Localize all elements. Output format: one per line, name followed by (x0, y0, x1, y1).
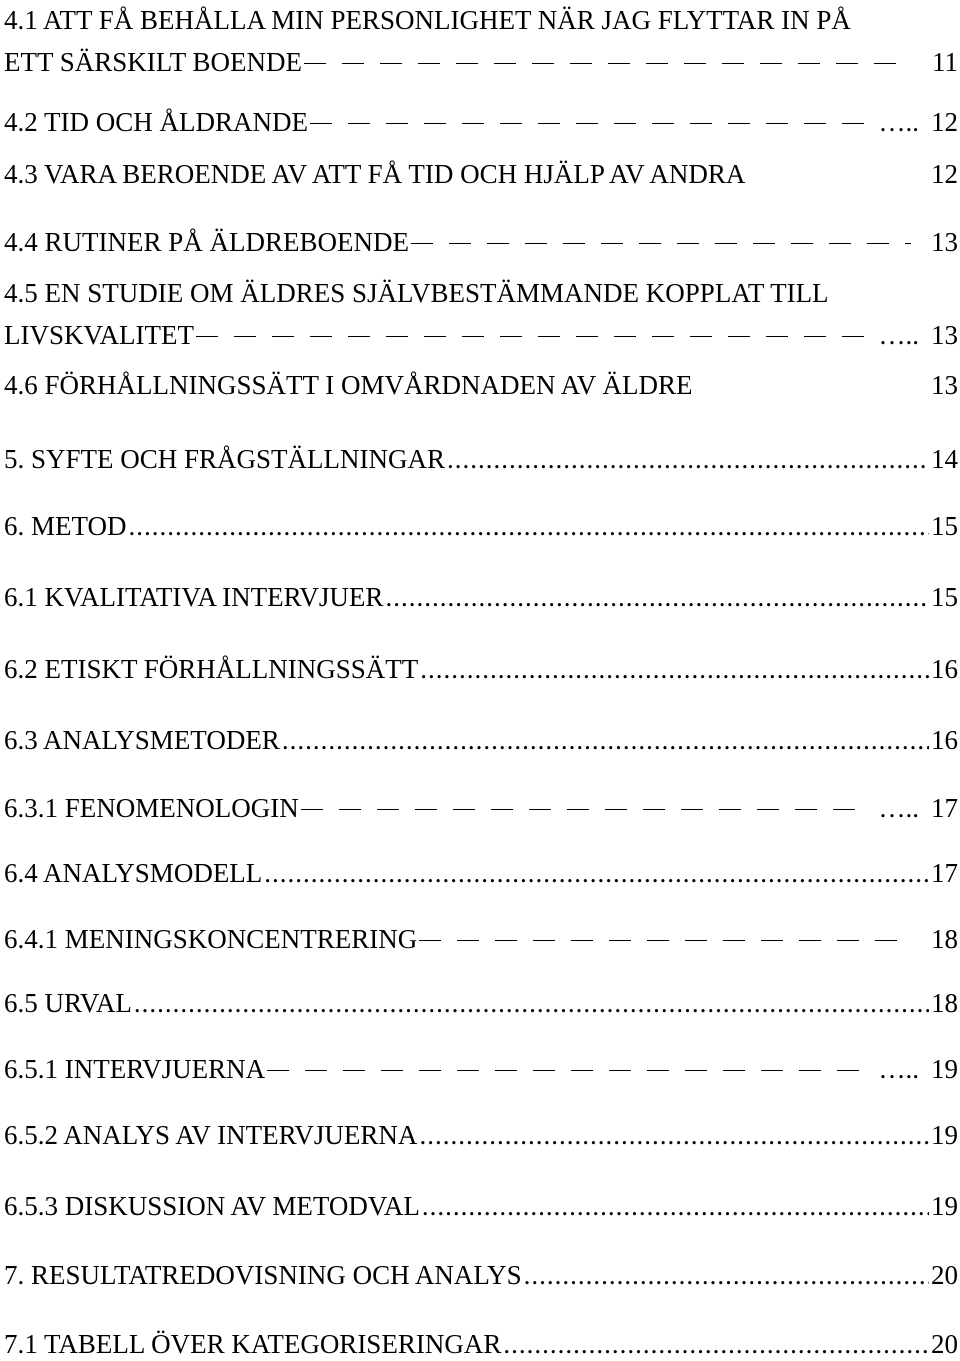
toc-entry-title: 6.5.3 DISKUSSION AV METODVAL (4, 1191, 420, 1221)
toc-leader-trail: ….. (878, 107, 919, 137)
toc-entry (4, 157, 958, 191)
toc-entry-title: 6.3.1 FENOMENOLOGIN (4, 793, 299, 823)
toc-leader (385, 580, 929, 614)
toc-page-number: 20 (931, 1260, 958, 1290)
toc-leader (503, 1327, 929, 1361)
toc-entry (4, 1327, 958, 1361)
toc-page-number: 15 (931, 582, 958, 612)
toc-leader (267, 1044, 870, 1078)
toc-leader (264, 856, 929, 890)
toc-leader-trail: ….. (878, 1054, 919, 1084)
toc-leader (301, 783, 871, 817)
toc-page-number: 16 (931, 725, 958, 755)
toc-page-number: 20 (931, 1329, 958, 1359)
toc-entry-title: ETT SÄRSKILT BOENDE (4, 47, 303, 77)
toc-entry (4, 217, 958, 257)
toc-leader (310, 97, 871, 131)
toc-leader (134, 986, 929, 1020)
toc-entry-title-line-1: 4.5 EN STUDIE OM ÄLDRES SJÄLVBESTÄMMANDE KOPPLAT TILL (4, 278, 829, 308)
toc-entry (4, 509, 958, 543)
toc-page-number: 13 (931, 370, 958, 400)
toc-leader (420, 652, 929, 686)
toc-entry-title: 4.3 VARA BEROENDE AV ATT FÅ TID OCH HJÄLP AV ANDRA (4, 159, 746, 189)
toc-entry (4, 783, 958, 823)
toc-page-number: 11 (932, 47, 958, 77)
toc-page-number: 13 (931, 320, 958, 350)
toc-entry (4, 580, 958, 614)
toc-leader (419, 1118, 929, 1152)
toc-entry (4, 3, 958, 77)
toc-page-number: 17 (931, 793, 958, 823)
toc-leader (196, 310, 871, 344)
toc-entry-title: 6. METOD (4, 511, 127, 541)
toc-leader (524, 1258, 929, 1292)
toc-page-number: 19 (931, 1054, 958, 1084)
toc-entry-title: LIVSKVALITET (4, 320, 194, 350)
toc-entry-title: 7.1 TABELL ÖVER KATEGORISERINGAR (4, 1329, 502, 1359)
toc-leader (419, 914, 911, 948)
toc-page-number: 16 (931, 654, 958, 684)
toc-entry (4, 1258, 958, 1292)
toc-page-number: 19 (931, 1120, 958, 1150)
toc-entry (4, 856, 958, 890)
toc-entry (4, 723, 958, 757)
toc-leader (304, 37, 912, 71)
toc-leader-trail: ….. (878, 793, 919, 823)
toc-entry (4, 1118, 958, 1152)
toc-page-number: 18 (931, 988, 958, 1018)
toc-entry (4, 97, 958, 137)
toc-entry (4, 1189, 958, 1223)
toc-entry-title: 4.6 FÖRHÅLLNINGSSÄTT I OMVÅRDNADEN AV ÄLDRE (4, 370, 693, 400)
toc-page-number: 19 (931, 1191, 958, 1221)
toc-entry-title: 7. RESULTATREDOVISNING OCH ANALYS (4, 1260, 522, 1290)
toc-leader (411, 217, 911, 251)
toc-page-number: 18 (931, 924, 958, 954)
toc-entry-title: 6.2 ETISKT FÖRHÅLLNINGSSÄTT (4, 654, 419, 684)
toc-leader (282, 723, 929, 757)
toc-leader (129, 509, 929, 543)
toc-entry-title: 6.5.2 ANALYS AV INTERVJUERNA (4, 1120, 418, 1150)
toc-leader-trail: ….. (878, 320, 919, 350)
toc-page-number: 12 (931, 159, 958, 189)
toc-entry (4, 986, 958, 1020)
toc-entry (4, 368, 958, 402)
toc-entry (4, 276, 958, 350)
toc-page-number: 17 (931, 858, 958, 888)
toc-entry (4, 652, 958, 686)
toc-entry-title: 6.3 ANALYSMETODER (4, 725, 280, 755)
toc-entry-title: 6.5.1 INTERVJUERNA (4, 1054, 266, 1084)
toc-page-number: 15 (931, 511, 958, 541)
toc-entry-title: 6.5 URVAL (4, 988, 132, 1018)
toc-entry (4, 1044, 958, 1084)
toc-entry-title: 6.4 ANALYSMODELL (4, 858, 263, 888)
toc-page-number: 14 (931, 444, 958, 474)
toc-entry-title: 4.4 RUTINER PÅ ÄLDREBOENDE (4, 227, 409, 257)
toc-entry-title: 5. SYFTE OCH FRÅGSTÄLLNINGAR (4, 444, 446, 474)
toc-entry-title: 6.1 KVALITATIVA INTERVJUER (4, 582, 384, 612)
toc-entry-title-line-1: 4.1 ATT FÅ BEHÅLLA MIN PERSONLIGHET NÄR JAG FLYTTAR IN PÅ (4, 5, 851, 35)
toc-entry-title: 4.2 TID OCH ÅLDRANDE (4, 107, 308, 137)
toc-page-number: 12 (931, 107, 958, 137)
toc-leader (447, 442, 929, 476)
toc-entry (4, 442, 958, 476)
toc-leader (422, 1189, 929, 1223)
toc-entry-title: 6.4.1 MENINGSKONCENTRERING (4, 924, 418, 954)
toc-entry (4, 914, 958, 954)
toc-page-number: 13 (931, 227, 958, 257)
